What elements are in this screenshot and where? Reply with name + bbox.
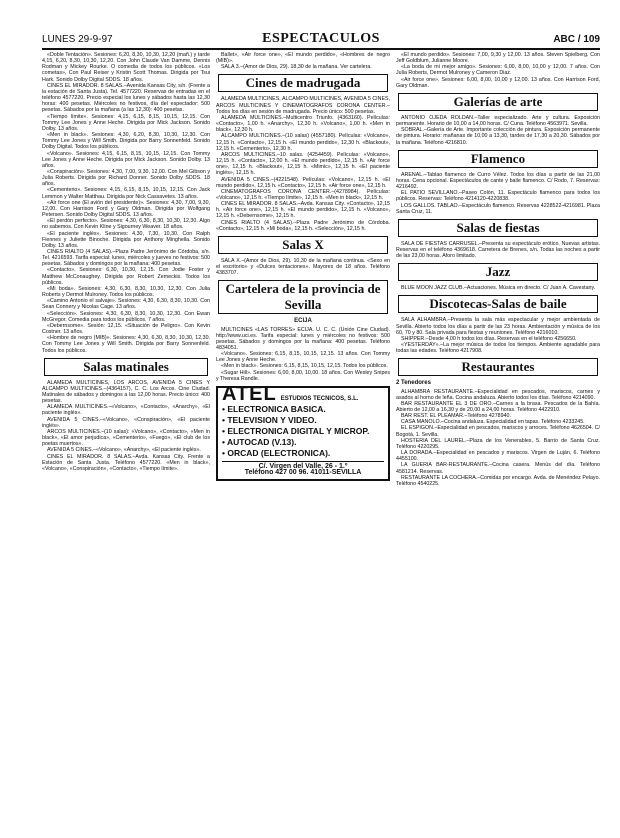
listing-paragraph: «Conspiración». Sesiones: 4,30, 7,00, 9,30, 12,00. Con Mel Gibson y Julia Roberts. Dirigida por Richard Donner. Sonido Dolby SDDS. 18 años. <box>42 168 210 188</box>
listing-paragraph: SALA 3.–(Amor de Dios, 29). 18,30 de la mañana. Ver cartelera. <box>221 64 372 71</box>
section-heading: Flamenco <box>470 150 526 166</box>
listing-paragraph: «Contacto». Sesiones: 6,30, 10,30, 12,15. Con Jodie Foster y Matthew McConaughey. Dirigida por Robert Zemeckis. Todos los públicos. <box>42 267 210 286</box>
listing-paragraph: ANTONIO OJEDA ROLDAN.–Taller especializado. Arte y cultura. Exposición permanente. Horario de 10,00 a 14,00 horas. C/ Cuna. Teléfono 4563971. Sevilla. <box>396 114 600 128</box>
top-listings <box>216 52 390 70</box>
listing-paragraph: ALAMEDA MULTICINES.–Multicentro Triunfo. (4363160). Películas: «Contacto», 1,00 h. «Anarchy», 12,30 h. «Volcano», 1,00 h. «Men in black», 12,30 h. <box>216 114 390 134</box>
cinema-listings <box>42 52 210 354</box>
top-listings <box>396 52 600 89</box>
listing-paragraph: ALCAMPO MULTICINES.–(10 salas) (4557180). Películas: «Volcano», 12,15 h. «Contacto», 12,15 h. «El mundo perdido», 12,30 h. «Blackout», 12,15 h. «Cementerio», 12,30 h. <box>216 133 390 152</box>
listing-paragraph: RESTAURANTE LA COCHERA.–Comidas por encargo. Avda. de Menéndez Pelayo. Teléfono 4540225. <box>396 474 600 487</box>
column-2 <box>216 52 390 828</box>
listing-paragraph: «Men in black». Sesiones: 6,15, 8,15, 10,15, 12,15. Todos los públicos. <box>221 363 388 370</box>
section-heading: Salas matinales <box>83 358 169 374</box>
listing-paragraph: LA DORADA.–Especialidad en pescados y mariscos. Virgen de Luján, 6. Teléfono 4455100. <box>396 450 600 463</box>
section-heading: Galerías de arte <box>453 93 543 109</box>
course-item: • ELECTRONICA BASICA. <box>222 404 326 415</box>
category-label: 2 Tenedores <box>396 380 431 387</box>
section-title: ESPECTACULOS <box>262 31 380 46</box>
listing-paragraph: AVENIDA 5 CINES.–«Volcano», «Conspiración», «El paciente inglés». <box>42 416 210 429</box>
course-item: • ELECTRONICA DIGITAL Y MICROP. <box>222 426 370 437</box>
madrugada-listings <box>216 96 390 231</box>
listing-paragraph: «YESTERDAY».–La mejor música de todos los tiempos. Ambiente agradable para todas las edades. Teléfono 4217908. <box>396 342 600 355</box>
listing-paragraph: SHIPPER.–Desde 4,00 h todos los días. Reservas en el teléfono 4256650. <box>401 335 577 342</box>
section-madrugada <box>218 74 388 92</box>
listing-paragraph: LOS GALLOS. TABLAO.–Espectáculo flamenco. Reservas 4228522-4216981. Plaza Santa Cruz, 11. <box>396 202 600 215</box>
listing-paragraph: CASA MANOLO.–Cocina andaluza. Especialidad en tapas. Teléfono 4233245. <box>401 419 585 426</box>
listing-paragraph: «Volcano». Sesiones: 6,15, 8,15, 10,15, 12,15. 13 años. Con Tommy Lee Jones y Anne Heche. <box>216 351 390 364</box>
salas-x-listings <box>216 258 390 276</box>
section-galerias <box>398 93 598 111</box>
listing-paragraph: ARCOS MULTICINES.–(10 salas): «Volcano», «Contacto», «Men in black», «El amor perjudica», «Cementerio», «Fuego», «El club de los poetas muertos». <box>42 428 210 448</box>
listing-paragraph: ARCOS MULTICINES.–10 salas. (4254459). Películas: «Volcano», 12,15 h. «Contacto», 12,00 h. «El mundo perdido», 12,15 h. «Air force one», 12,15 h. «Blackout», 12,15 h. «Mimic», 12,15 h. «El paciente inglés», 12,15 h. <box>216 151 390 177</box>
listing-paragraph: «El paciente inglés». Sesiones: 4,30, 7,30, 10,30. Con Ralph Fiennes y Juliette Binoche. Dirigida por Anthony Minghella. Sonido Dolby. 13 años. <box>42 230 210 249</box>
listing-paragraph: SOBRAL.–Galería de Arte. Importante colección de pintura. Exposición permanente de pintura. Horario: mañanas de 10,00 a 13,30, tardes de 17,30 a 20,30. Sábados por la mañana. Teléfono 4216810. <box>396 127 600 146</box>
section-discotecas <box>398 295 598 313</box>
listing-paragraph: SALA DE FIESTAS CARRUSEL.–Presenta su espectáculo erótico. Nuevas artistas. Reservas en el teléfono 4369618. Carretera de Brenes, s/n. Todas las noches a partir de las 23,00 horas. Aforo limitado. <box>396 240 600 260</box>
listing-paragraph: BLUE MOON JAZZ CLUB.–Actuaciones. Música en directo. C/ Juan A. Cavestany. <box>401 285 596 292</box>
listing-paragraph: «Tiempo límite». Sesiones: 4,15, 6,15, 8,15, 10,15, 12,15. Con Tommy Lee Jones y Anne Heche. Dirigida por Mick Jackson. Sonido Dolby. 13 años. <box>42 113 210 132</box>
listing-paragraph: EL PATIO SEVILLANO.–Paseo Colón, 11. Espectáculo flamenco para todos los públicos. Reservas: Teléfono 4214120-4220838. <box>396 190 600 203</box>
restaurantes-listings <box>396 389 600 488</box>
section-heading: Discotecas-Salas de baile <box>429 296 567 312</box>
course-item: • AUTOCAD (V.13). <box>222 437 297 448</box>
listing-paragraph: SALA ALHAMBRA.–Presenta la sala más espectacular y mejor ambientada de Sevilla. Abierto todos los días a partir de las 23 horas. Ambientación y música de los 60, 70 y 80. Sala privada para fiestas y reuniones. Teléfono 4216010. <box>396 317 600 336</box>
town-name: ECIJA <box>294 318 312 325</box>
listing-paragraph: MULTICINES «LAS TORRES» ECIJA. U. C. C. (Unión Cine Ciudad). http://www.uci.es. Tarifa especial: lunes y miércoles no festivos: 500 pesetas. Sábados y domingos por la mañana: 400 pesetas. Teléfono 4834051. <box>216 326 390 351</box>
listing-paragraph: AVENIDA 5 CINES.–«Volcano», «Anarchy», «El paciente inglés». <box>47 447 201 454</box>
listing-paragraph: «La boda de mi mejor amigo». Sesiones: 6,00, 8,00, 10,00 y 12,00. 7 años. Con Julia Roberts, Dermot Mulroney y Cameron Diaz. <box>396 64 600 77</box>
listing-paragraph: ALAMEDA MULTICINES, ALCAMPO MULTICINES, AVENIDA 5 CINES, ARCOS MULTICINES Y CINEMATOGRAFOS CORONA CENTER.–Todos los días en sesión de madrugada. Precio único: 500 pesetas. <box>216 96 390 115</box>
atel-tagline: ESTUDIOS TECNICOS, S.L. <box>280 395 359 402</box>
listing-paragraph: CINEMATOGRAFOS CORONA CENTER.–(4278984). Películas: «Volcano», 12,15 h. «Tiempo límite», 12,15 h. «Men in black», 12,15 h. <box>216 188 390 201</box>
phone-line: Teléfono 427 00 96. 41011-SEVILLA <box>244 469 362 477</box>
section-restaurantes <box>398 358 598 376</box>
listing-paragraph: AVENIDA 5 CINES.–(4221548). Películas: «Volcano», 12,15 h. «El mundo perdido», 12,15 h. «Contacto», 12,15 h. «Air force one», 12,15 h. <box>216 176 390 189</box>
section-matinales <box>44 358 208 376</box>
column-3 <box>396 52 600 828</box>
section-provincia <box>218 280 388 314</box>
listing-paragraph: CINES EL MIRADOR. 8 SALAS.–Avenida Kansas City, s/n. (Frente a la estación de Santa Justa). Tel. 4577220. Reservas de entradas en el teléfono 4577220. Precio especial los lunes y sábados hasta las 12,30 horas: 400 pesetas. Miércoles no festivos, día del espectador: 500 pesetas. Sábados por la mañana (a las 12,30): 400 pesetas. <box>42 82 210 114</box>
listing-paragraph: SALA X.–(Amor de Dios, 29). 10,30 de la mañana continua. «Sexo en el escritorio» y «Dulces tentaciones». Mayores de 18 años. Teléfono 4383707. <box>216 257 390 277</box>
listing-paragraph: CINES EL MIRADOR. 8 SALAS.–Avda. Kansas City. Frente a Estación de Santa Justa. Teléfono 4577220. «Men in black», «Volcano», «Conspiración», «Contacto», «Tiempo límite». <box>42 453 210 472</box>
listing-paragraph: «El mundo perdido». Sesiones: 7,00, 9,30 y 12,00. 13 años. Steven Spielberg. Con Jeff Goldblum, Julianne Moore. <box>396 52 600 65</box>
listing-paragraph: «Mi boda». Sesiones: 4,30, 6,30, 8,30, 10,30, 12,30. Con Julia Roberts y Dermot Mulroney. Todos los públicos. <box>42 285 210 299</box>
page-number: ABC / 109 <box>553 34 600 45</box>
matinales-listings <box>42 380 210 472</box>
listing-paragraph: CINES RIALTO (4 SALAS).–Plaza Padre Jerónimo de Córdoba. «Contacto», 12,15 h. «Mi boda», 12,15 h. «Selección», 12,15 h. <box>216 219 390 232</box>
listing-paragraph: «Air force one (El avión del presidente)». Sesiones: 4,30, 7,00, 9,30, 12,00. Con Harrison Ford y Gary Oldman. Dirigida por Wolfgang Petersen. Sonido Dolby Digital SDDS. 13 años. <box>42 199 210 219</box>
course-list <box>222 404 384 459</box>
listing-paragraph: HOSTERIA DEL LAUREL.–Plaza de los Venerables, 5. Barrio de Santa Cruz. Teléfono 4220295. <box>396 437 600 450</box>
listing-paragraph: ALAMEDA MULTICINES, LOS ARCOS, AVENIDA 5 CINES Y ALCAMPO MULTICINES.–(4364157), C. C. Los Arcos. Cine Ciudad. Matinales de sábados y domingos a las 12,00 horas. Precio único: 400 pesetas. <box>42 379 210 405</box>
listing-paragraph: «Debernsome». Sesión: 12,15. «Situación de Peligro». Con Kevin Costner. 13 años. <box>42 322 210 336</box>
listing-paragraph: EL ESPIGON.–Especialidad en pescados, mariscos y arroces. Teléfono 4626504. C/ Bogotá, 1. Sevilla. <box>396 425 600 438</box>
listing-paragraph: «Hombre de negro (MIB)». Sesiones: 4,30, 6,30, 8,30, 10,30, 12,30. Con Tommy Lee Jones y Will Smith. Dirigida por Barry Sonnenfeld. Todos los públicos. <box>42 335 210 354</box>
listing-paragraph: «Sugar Hill». Sesiones: 6,00, 8,00, 10,00. 18 años. Con Wesley Snipes y Theresa Randle. <box>216 369 390 382</box>
listing-paragraph: Ballet», «Air force one», «El mundo perdido», «Hombres de negro (MIB)». <box>216 52 390 65</box>
section-heading: Salas X <box>282 236 324 252</box>
section-salas-x <box>218 236 388 254</box>
section-heading: Cines de madrugada <box>245 75 361 91</box>
atel-advertisement <box>216 382 390 481</box>
galerias-listings <box>396 115 600 146</box>
listing-paragraph: «Air force one». Sesiones: 6,00, 8,00, 10,00 y 12,00. 13 años. Con Harrison Ford, Gary Oldman. <box>396 76 600 89</box>
atel-address <box>222 461 384 476</box>
listing-paragraph: ALHAMBRA RESTAURANTE.–Especialidad en pescados, mariscos, carnes y asados al horno de leña. Cocina andaluza. Abierto todos los días. Teléfono 4214090. <box>396 388 600 401</box>
address-line: C/. Virgen del Valle, 26 - 1.º <box>258 463 348 471</box>
course-item: • ORCAD (ELECTRONICA). <box>222 448 331 459</box>
listing-paragraph: «Cementerio». Sesiones: 4,15, 6,15, 8,15, 10,15, 12,15. Con Jack Lemmon y Walter Matthau. Dirigida por Nick Cassavetes. 13 años. <box>42 187 210 200</box>
atel-logo: ATEL <box>222 382 277 405</box>
course-item: • TELEVISION Y VIDEO. <box>222 415 317 426</box>
section-flamenco <box>398 150 598 168</box>
listing-paragraph: «Camino Antonio el salvaje». Sesiones: 4,30, 6,30, 8,30, 10,30. Con Sean Connery y Nicolas Cage. 13 años. <box>42 298 210 311</box>
section-heading: Jazz <box>485 264 511 280</box>
listing-paragraph: «Selección». Sesiones: 4,30, 6,30, 8,30, 10,30, 12,30. Con Ewan McGregor. Comedia para todos los públicos. 7 años. <box>42 310 210 323</box>
listing-paragraph: ARENAL.–Tablao flamenco de Curro Vélez. Todos los días a partir de las 21,00 horas. Cena opcional. Espectáculos de cante y baile flamenco. C/ Rodo, 7. Reservas: 4216492. <box>396 171 600 191</box>
listing-paragraph: BAR REST. EL PLEAMAR.–Teléfono 4278940. <box>401 413 511 420</box>
listing-paragraph: «El perdón perfecto». Sesiones: 4,30, 6,30, 8,30, 10,30, 12,30. Algo no sabemos. Con Kevin Kline y Sigourney Weaver. 18 años. <box>42 218 210 231</box>
listing-paragraph: ALAMEDA MULTICINES.–«Volcano», «Contacto», «Anarchy», «El paciente inglés». <box>42 404 210 417</box>
listing-paragraph: «Men in black». Sesiones: 4,30, 6,20, 8,30, 10,30, 12,30. Con Tommy Lee Jones y Will Smith. Dirigida por Barry Sonnenfeld. Sonido Dolby Digital. Todos los públicos. <box>42 132 210 151</box>
column-1 <box>42 52 210 828</box>
listing-paragraph: BAR RESTAURANTE EL 3 DE ORO.–Carnes a la brasa. Pescados de la Bahía. Abierto de 12,00 a 16,30 y de 20,00 a 24,00 horas. Teléfono 4422910. <box>396 400 600 413</box>
fiestas-listings <box>396 241 600 259</box>
discotecas-listings <box>396 317 600 354</box>
page-header <box>42 31 600 50</box>
section-heading: Cartelera de la provincia de Sevilla <box>225 281 381 313</box>
listing-paragraph: «Doble Tentación». Sesiones: 6,20, 8,30, 10,30, 12,20 (mañ.) y tarde 4,15, 6,20, 8,30, 10,30, 12,20. Con John Claude Van Damme, Dennis Rodman y Mickey Rourke. O comedia de todos los públicos. «Los cometas», Con Paul Reiser y Kristin Scott Thomas. Dirigida por Tsui Hark. Sonido Dolby Digital SDDS. 18 años. <box>42 52 210 83</box>
section-fiestas <box>398 219 598 237</box>
issue-date: LUNES 29-9-97 <box>42 34 113 45</box>
flamenco-listings <box>396 172 600 215</box>
provincia-listings <box>216 327 390 382</box>
jazz-listings <box>396 285 600 291</box>
listing-paragraph: CINES RIALTO (4 SALAS).–Plaza Padre Jerónimo de Córdoba, s/n. Tel. 4216593. Tarifa especial: lunes, miércoles y jueves no festivos: 500 pesetas. Sábados y domingos por la mañana: 400 pesetas. <box>42 249 210 268</box>
section-heading: Restaurantes <box>461 359 535 375</box>
section-jazz <box>398 263 598 281</box>
listing-paragraph: CINES EL MIRADOR. 8 SALAS.–Avda. Kansas City. «Contacto», 12,15 h. «Air force one», 12,15 h. «El mundo perdido», 12,15 h. «Volcano», 12,15 h. «Debernsome», 12,15 h. <box>216 201 390 220</box>
section-heading: Salas de fiestas <box>456 219 540 235</box>
listing-paragraph: LA GUERIA BAR-RESTAURANTE.–Cocina casera. Menús del día. Teléfono 4581214. Reservas. <box>396 462 600 475</box>
listing-paragraph: «Volcano». Sesiones: 4,15, 6,15, 8,15, 10,15, 12,15. Con Tommy Lee Jones y Anne Heche. Dirigida por Mick Jackson. Sonido Dolby. 13 años. <box>42 150 210 169</box>
